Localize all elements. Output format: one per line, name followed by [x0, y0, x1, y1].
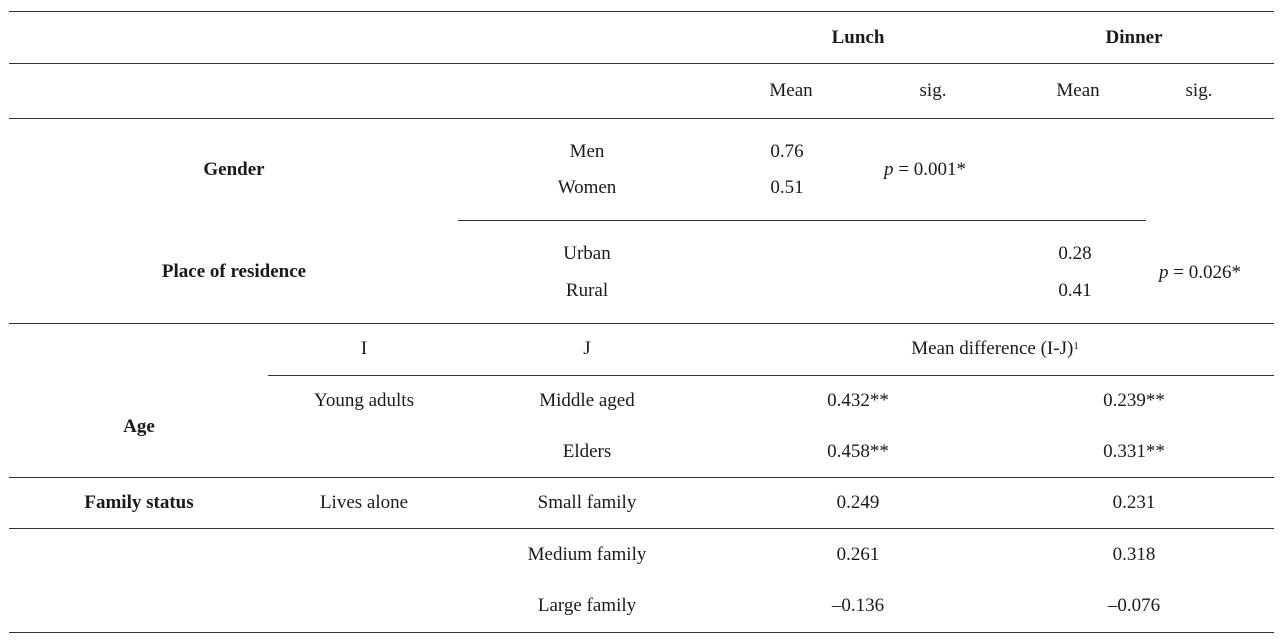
residence-urban: Urban [563, 243, 611, 264]
header-mean-dinner: Mean [1056, 80, 1100, 101]
age-row-dinner: 0.239** [1103, 390, 1165, 411]
footnote-mark: 1 [1073, 340, 1079, 352]
age-label: Age [123, 416, 155, 437]
rule-top [9, 11, 1274, 12]
header-sig-dinner: sig. [1185, 80, 1213, 101]
residence-rural-dinner-mean: 0.41 [1058, 280, 1092, 301]
age-row-j: Middle aged [539, 390, 635, 411]
rule-age-end [9, 477, 1274, 478]
gender-women: Women [557, 177, 617, 198]
rule-gender-end [458, 220, 1146, 221]
age-row-lunch: 0.458** [827, 441, 889, 462]
gender-label: Gender [203, 159, 265, 180]
family-row-dinner: 0.318 [1112, 544, 1156, 565]
residence-rural: Rural [565, 280, 609, 301]
gender-men: Men [569, 141, 605, 162]
family-row-lunch: 0.249 [836, 492, 880, 513]
gender-lunch-sig: p = 0.001* [884, 159, 966, 180]
rule-header [9, 63, 1274, 64]
family-row-j: Large family [537, 595, 637, 616]
family-row-dinner: –0.076 [1107, 595, 1161, 616]
family-i-group: Lives alone [319, 492, 409, 513]
posthoc-header-j: J [583, 338, 591, 359]
age-i-group: Young adults [314, 390, 414, 411]
family-row-dinner: 0.231 [1112, 492, 1156, 513]
family-row-j: Medium family [527, 544, 647, 565]
residence-dinner-sig: p = 0.026* [1159, 262, 1241, 283]
header-dinner: Dinner [1105, 27, 1163, 48]
age-row-lunch: 0.432** [827, 390, 889, 411]
rule-small-family-end [9, 528, 1274, 529]
rule-residence-end [9, 323, 1274, 324]
family-label: Family status [84, 492, 194, 513]
header-mean-lunch: Mean [769, 80, 813, 101]
posthoc-header-mean-difference: Mean difference $(I-J)^1$ [911, 338, 1079, 359]
residence-label: Place of residence [161, 261, 307, 282]
rule-posthoc-header [268, 375, 1274, 376]
family-row-lunch: 0.261 [836, 544, 880, 565]
residence-urban-dinner-mean: 0.28 [1058, 243, 1092, 264]
gender-women-lunch-mean: 0.51 [770, 177, 804, 198]
age-row-j: Elders [562, 441, 612, 462]
gender-men-lunch-mean: 0.76 [770, 141, 804, 162]
header-lunch: Lunch [831, 27, 885, 48]
posthoc-header-i: I [360, 338, 368, 359]
age-row-dinner: 0.331** [1103, 441, 1165, 462]
family-row-lunch: –0.136 [831, 595, 885, 616]
header-sig-lunch: sig. [919, 80, 947, 101]
rule-bottom [9, 632, 1274, 633]
rule-subheader [9, 118, 1274, 119]
family-row-j: Small family [537, 492, 637, 513]
